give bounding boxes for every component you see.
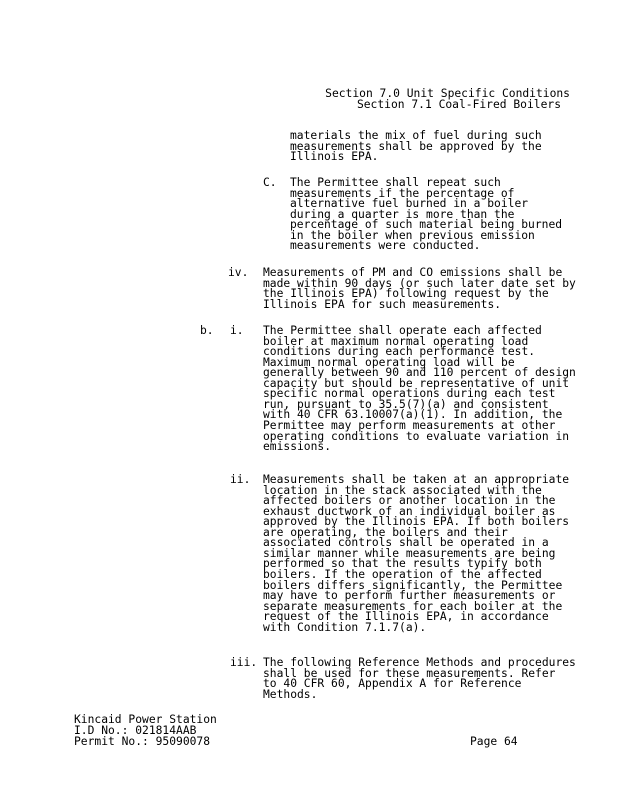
text-line: Maximum normal operating load will be bbox=[263, 355, 515, 369]
text-line: alternative fuel burned in a boiler bbox=[290, 197, 529, 211]
text-line: performed so that the results typify both bbox=[263, 557, 542, 571]
item-marker: iv. bbox=[228, 266, 249, 279]
text-line: to 40 CFR 60, Appendix A for Reference bbox=[263, 677, 522, 691]
subitem-marker: iii. bbox=[230, 656, 258, 669]
text-line: percentage of such material being burned bbox=[290, 218, 563, 232]
text-line: measurements if the percentage of bbox=[290, 186, 515, 200]
text-line: Methods. bbox=[263, 687, 318, 701]
text-line: made within 90 days (or such later date set by bbox=[263, 276, 576, 290]
text-line: request of the Illinois EPA, in accordance bbox=[263, 610, 549, 624]
text-line: during a quarter is more than the bbox=[290, 207, 515, 221]
text-line: in the boiler when previous emission bbox=[290, 228, 535, 242]
text-line: with 40 CFR 63.10007(a)(1). In addition, the bbox=[263, 408, 563, 422]
text-line: The Permittee shall repeat such bbox=[290, 176, 501, 189]
text-line: with Condition 7.1.7(a). bbox=[263, 620, 427, 634]
text-line: may have to perform further measurements or bbox=[263, 589, 556, 603]
subitem-marker: ii. bbox=[230, 473, 251, 486]
text-line: emissions. bbox=[263, 440, 332, 454]
text-line: location in the stack associated with the bbox=[263, 483, 542, 497]
text-line: are operating, the boilers and their bbox=[263, 525, 508, 539]
text-line: the Illinois EPA) following request by the bbox=[263, 287, 549, 301]
footer-page-number: Page 64 bbox=[470, 735, 518, 748]
text-line: run, pursuant to 35.5(7)(a) and consistent bbox=[263, 397, 549, 411]
text-line: materials the mix of fuel during such bbox=[290, 129, 542, 142]
text-line: similar manner while measurements are being bbox=[263, 546, 556, 560]
text-line: measurements shall be approved by the bbox=[290, 139, 542, 153]
text-line: Illinois EPA. bbox=[290, 150, 379, 164]
text-line: specific normal operations during each test bbox=[263, 387, 556, 401]
text-line: Illinois EPA for such measurements. bbox=[263, 297, 502, 311]
text-line: separate measurements for each boiler at the bbox=[263, 599, 563, 613]
text-line: operating conditions to evaluate variation in bbox=[263, 429, 570, 443]
text-line: measurements were conducted. bbox=[290, 239, 481, 253]
text-line: capacity but should be representative of unit bbox=[263, 376, 570, 390]
text-line: boiler at maximum normal operating load bbox=[263, 334, 529, 348]
text-line: associated controls shall be operated in a bbox=[263, 536, 549, 550]
subitem-marker: i. bbox=[230, 324, 244, 337]
header-section-title: Section 7.0 Unit Specific Conditions bbox=[325, 87, 570, 100]
text-line: generally between 90 and 110 percent of design bbox=[263, 366, 576, 380]
text-line: affected boilers or another location in the bbox=[263, 494, 556, 508]
item-marker: b. bbox=[200, 324, 214, 337]
text-line: boilers differs significantly, the Permittee bbox=[263, 578, 563, 592]
text-line: Permittee may perform measurements at other bbox=[263, 418, 556, 432]
footer-id-number: I.D No.: 021814AAB bbox=[74, 724, 197, 737]
text-line: conditions during each performance test. bbox=[263, 345, 536, 359]
text-line: approved by the Illinois EPA. If both boilers bbox=[263, 515, 570, 529]
subitem-marker: C. bbox=[263, 176, 277, 189]
text-line: The following Reference Methods and procedures bbox=[263, 656, 576, 669]
text-line: shall be used for these measurements. Refer bbox=[263, 666, 556, 680]
footer-station-name: Kincaid Power Station bbox=[74, 713, 217, 726]
text-line: exhaust ductwork of an individual boiler as bbox=[263, 504, 556, 518]
text-line: boilers. If the operation of the affected bbox=[263, 567, 542, 581]
header-subsection-title: Section 7.1 Coal-Fired Boilers bbox=[356, 98, 561, 111]
text-line: The Permittee shall operate each affected bbox=[263, 324, 542, 337]
footer-permit-number: Permit No.: 95090078 bbox=[74, 735, 211, 748]
text-line: Measurements of PM and CO emissions shall be bbox=[263, 266, 563, 279]
text-line: Measurements shall be taken at an appropriate bbox=[263, 473, 570, 486]
